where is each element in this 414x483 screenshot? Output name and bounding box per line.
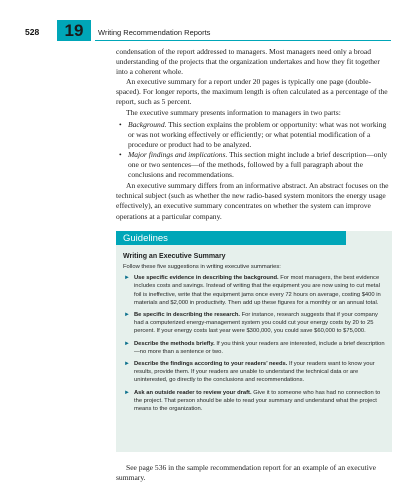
arrow-right-icon: ► bbox=[124, 340, 130, 347]
arrow-right-icon: ► bbox=[124, 275, 130, 282]
arrow-right-icon: ► bbox=[124, 361, 130, 368]
arrow-right-icon: ► bbox=[124, 312, 130, 319]
running-head: Writing Recommendation Reports bbox=[98, 28, 211, 37]
guideline-lead: Use specific evidence in describing the background. bbox=[134, 275, 279, 282]
guideline-item bbox=[123, 274, 386, 307]
chapter-number: 19 bbox=[64, 21, 84, 40]
paragraph-abstract-compare: An executive summary differs from an informative abstract. An abstract focuses on the technical subject (such as whether the new radio-based system monitors the energy usage effectively), an executive summary concentrates on whether the system can improve operations at a particular company. bbox=[116, 181, 389, 221]
bullet-icon: • bbox=[119, 149, 122, 159]
bullet-term: Major findings and implications. bbox=[128, 149, 228, 159]
paragraph-two-parts: The executive summary presents information to managers in two parts: bbox=[126, 107, 341, 117]
guidelines-title: Guidelines bbox=[123, 233, 168, 244]
page-number: 528 bbox=[25, 27, 40, 37]
bullet-icon: • bbox=[119, 119, 122, 129]
arrow-right-icon: ► bbox=[124, 389, 130, 396]
header-rule bbox=[95, 40, 391, 41]
guideline-lead: Describe the methods briefly. bbox=[134, 340, 215, 347]
guideline-item bbox=[123, 340, 386, 356]
guideline-text: For instance, research suggests that if your company had a computerized energy-management system you could cut your energy costs by 20 to 25 percent. If your energy costs last year were $300,000, you could save $60,000 to $75,000. bbox=[134, 312, 378, 335]
guidelines-tab bbox=[116, 231, 346, 245]
guideline-lead: Describe the findings according to your readers’ needs. bbox=[134, 361, 288, 368]
page-header bbox=[0, 0, 414, 46]
guideline-lead: Ask an outside reader to review your draft. bbox=[134, 389, 252, 396]
guidelines-box bbox=[116, 231, 392, 452]
guidelines-intro: Follow these five suggestions in writing executive summaries: bbox=[123, 264, 281, 270]
guideline-text: If you think your readers are interested, include a brief description—no more than a sentence or two. bbox=[134, 340, 385, 355]
guideline-lead: Be specific in describing the research. bbox=[134, 312, 240, 319]
bullet-item bbox=[116, 150, 392, 180]
bullet-list bbox=[116, 120, 392, 181]
guideline-item bbox=[123, 389, 386, 414]
guidelines-heading: Writing an Executive Summary bbox=[123, 253, 226, 260]
closing-text: See page 536 in the sample recommendation report for an example of an executive summary. bbox=[116, 463, 376, 483]
guideline-text: If your readers want to know your results, provide them. If your readers are unable to understand the technical data or are uninterested, go directly to the conclusions and recommendations. bbox=[134, 361, 375, 384]
bullet-term: Background. bbox=[128, 119, 167, 129]
guideline-text: Give it to someone who has had no connection to the project. That person should be able to read your summary and understand what the project means to the organization. bbox=[134, 389, 381, 413]
guideline-item bbox=[123, 311, 386, 336]
closing-paragraph bbox=[116, 463, 392, 483]
bullet-item bbox=[116, 120, 392, 150]
bullet-text: This section might include a brief description—only one or two sentences—of the methods, followed by a full paragraph about the conclusions and recommendations. bbox=[128, 149, 388, 180]
guidelines-list bbox=[123, 274, 386, 413]
chapter-badge bbox=[57, 20, 91, 41]
paragraph-continued: condensation of the report addressed to managers. Most managers need only a broad understanding of the projects that the organization undertakes and how they fit together into a coherent whole. bbox=[116, 47, 380, 77]
paragraph-length: An executive summary for a report under 20 pages is typically one page (double-spaced). For longer reports, the maximum length is often calculated as a percentage of the report, such as 5 percent. bbox=[116, 77, 388, 107]
guidelines-content bbox=[123, 252, 386, 417]
body-text bbox=[116, 47, 392, 222]
guideline-item bbox=[123, 360, 386, 385]
bullet-text: This section explains the problem or opportunity: what was not working or was not working effectively or efficiently; or what potential modification of a procedure or product had to be analyzed. bbox=[128, 119, 387, 149]
guideline-text: For most managers, the best evidence includes costs and savings. Instead of writing that the equipment you are now using to cut metal foil is ineffective, write that the equipment jams once every 72 hours on average, costing $400 in materials and $2,000 in productivity. Then add up these figures for a monthly or an annual total. bbox=[134, 275, 381, 306]
